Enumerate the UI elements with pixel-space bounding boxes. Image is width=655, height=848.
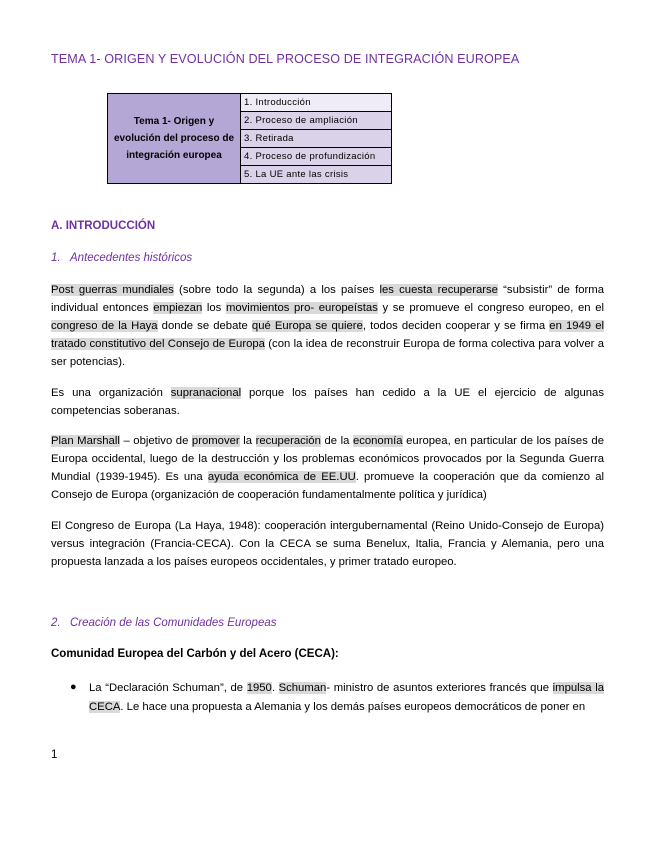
text-run: europea, en particular de los países de Europa occidental, luego de la destrucción y los problemas económicos provocados por la Segunda Guerra Mundial (1939-1945). Es una (51, 435, 604, 483)
highlight: Plan Marshall (51, 435, 120, 447)
highlight: supranacional (170, 387, 242, 399)
toc-item: 4. Proceso de profundización (241, 148, 392, 166)
text-run: La “Declaración Schuman”, de (89, 682, 247, 694)
toc-item: 1. Introducción (241, 94, 392, 112)
text-run: - ministro de asuntos exteriores francés que (326, 682, 553, 694)
highlight: economía (352, 435, 403, 447)
text-run: y se promueve el congreso europeo, en el (377, 302, 604, 314)
text-run: porque los países han cedido a la UE el ejercicio de algunas competencias soberanas. (51, 387, 604, 417)
text-run: (sobre todo la segunda) a los países (173, 284, 380, 296)
highlight: ayuda económica de EE.UU (207, 471, 356, 483)
text-run: (con la idea de reconstruir Europa de forma colectiva para volver a ser potencias). (51, 338, 604, 368)
page-number: 1 (51, 749, 58, 761)
text-run: – objetivo de (119, 435, 192, 447)
subheading-text: Creación de las Comunidades Europeas (70, 617, 277, 629)
text-run: de la (320, 435, 353, 447)
paragraph-congreso-europa: El Congreso de Europa (La Haya, 1948): cooperación intergubernamental (Reino Unido-Consejo de Europa) versus integración (Francia-CECA). Con la CECA se suma Benelux, Italia, Francia y Alemania, pero una propuesta lanzada a los países europeos occidentales, y primer tratado europeo. (51, 520, 604, 568)
toc-item: 3. Retirada (241, 130, 392, 148)
text-run: la (239, 435, 256, 447)
highlight: empiezan (153, 302, 203, 314)
text-run: “subsistir” de forma individual entonces (51, 284, 604, 314)
text-run: . (271, 682, 279, 694)
toc-item: 5. La UE ante las crisis (241, 166, 392, 184)
highlight: qué Europa se quiere (251, 320, 363, 332)
text-run: , todos deciden cooperar y se firma (362, 320, 550, 332)
highlight: impulsa la CECA (89, 682, 605, 713)
paragraph-supranacional (51, 384, 604, 420)
text-run: donde se debate (157, 320, 252, 332)
text-run: los (202, 302, 226, 314)
text-run: . Le hace una propuesta a Alemania y los demás países europeos democráticos de poner en (120, 701, 586, 713)
subheading-text: Antecedentes históricos (70, 252, 193, 264)
text-run: Es una organización (51, 387, 171, 399)
text-run: . promueve la cooperación que da comienzo al Consejo de Europa (organización de cooperación fundamentalmente política y jurídica) (51, 471, 604, 501)
highlight: Schuman (278, 682, 327, 694)
subheading-antecedentes (51, 252, 192, 264)
paragraph-post-guerras (51, 281, 604, 371)
bullet-icon: ● (70, 681, 77, 693)
highlight: promover (191, 435, 240, 447)
toc-item: 2. Proceso de ampliación (241, 112, 392, 130)
toc-title-cell: Tema 1- Origen y evolución del proceso de integración europea (108, 94, 241, 184)
toc-table (107, 93, 392, 184)
highlight: en 1949 el tratado constitutivo del Consejo de Europa (51, 320, 604, 350)
highlight: recuperación (255, 435, 321, 447)
highlight: congreso de la Haya (51, 320, 158, 332)
highlight: les cuesta recuperarse (379, 284, 498, 296)
highlight: Post guerras mundiales (51, 284, 174, 296)
ceca-heading: Comunidad Europea del Carbón y del Acero (CECA): (51, 648, 339, 660)
bullet-declaracion-schuman (89, 679, 604, 717)
highlight: movimientos pro- europeístas (225, 302, 378, 314)
paragraph-plan-marshall (51, 432, 604, 504)
document-title: TEMA 1- ORIGEN Y EVOLUCIÓN DEL PROCESO DE INTEGRACIÓN EUROPEA (51, 52, 520, 66)
subheading-comunidades (51, 617, 276, 629)
subheading-number: 1. (51, 252, 61, 264)
highlight: 1950 (246, 682, 272, 694)
subheading-number: 2. (51, 617, 61, 629)
section-a-heading: A. INTRODUCCIÓN (51, 220, 156, 232)
